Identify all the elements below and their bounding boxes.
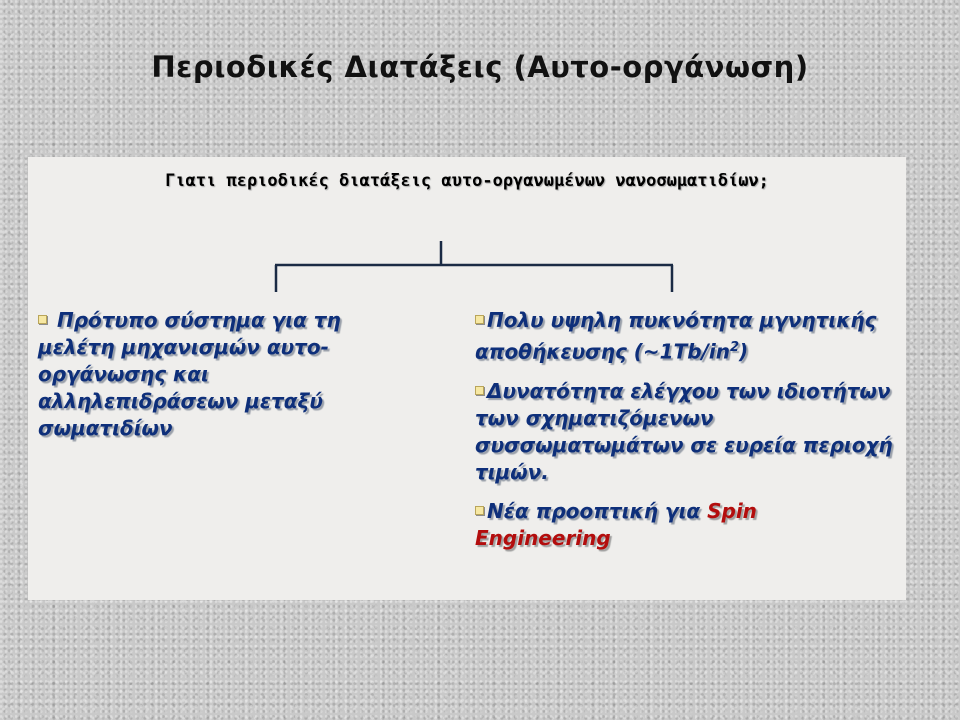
list-item-storage-density (475, 307, 895, 366)
spin-engineering-highlight: Spin Engineering (475, 498, 757, 550)
superscript: 2 (729, 340, 739, 355)
content-panel (28, 157, 906, 600)
bullet-icon (38, 315, 47, 324)
list-item-text: Πολυ υψηλη πυκνότητα μγνητικής αποθήκευσης (~1Tb/in (475, 308, 877, 364)
list-item-text: Νέα προοπτική για (487, 498, 708, 523)
list-item-spin-engineering (475, 498, 895, 552)
list-item-model-system (38, 307, 408, 442)
list-item-text: Δυνατότητα ελέγχου των ιδιοτήτων των σχηματιζόμενων συσσωματωμάτων σε ευρεία περιοχή τιμών. (475, 378, 893, 484)
slide-title: Περιοδικές Διατάξεις (Αυτο-οργάνωση) (151, 50, 809, 84)
panel-heading: Γιατι περιοδικές διατάξεις αυτο-οργανωμένων νανοσωματιδίων; (165, 171, 769, 191)
left-column (38, 307, 408, 454)
bullet-icon (475, 506, 484, 515)
bullet-icon (475, 315, 484, 324)
branch-connector (28, 157, 906, 307)
list-item-property-control (475, 378, 895, 486)
list-item-text-end: ) (738, 339, 749, 364)
bullet-icon (475, 386, 484, 395)
list-item-text: Πρότυπο σύστημα για τη μελέτη μηχανισμών αυτο-οργάνωσης και αλληλεπιδράσεων μεταξύ σωματιδίων (38, 308, 341, 440)
right-column (475, 307, 895, 564)
